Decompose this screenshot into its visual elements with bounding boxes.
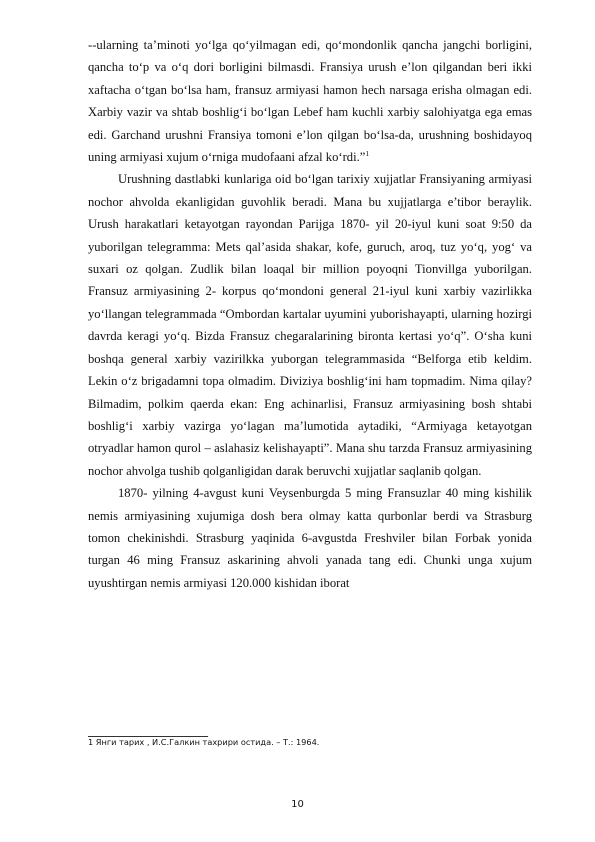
- paragraph-2: Urushning dastlabki kunlariga oid bo‘lgan tarixiy xujjatlar Fransiyaning armiyasi nochor ahvolda ekanligidan guvohlik beradi. Mana bu xujjatlarga e’tibor beraylik. Urush harakatlari ketayotgan rayondan Parijga 1870- yil 20-iyul kuni soat 9:50 da yuborilgan telegramma: Mets qal’asida shakar, kofe, guruch, aroq, tuz yo‘q, yog‘ va suxari oz qolgan. Zudlik bilan loaqal bir million poyoqni Tionvillga yuborilgan. Fransuz armiyasining 2- korpus qo‘mondoni general 21-iyul kuni xarbiy vazirlikka yo‘llangan telegrammada “Ombordan kartalar uyumini yuborishayapti, ularning hozirgi davrda keragi yo‘q. Bizda Fransuz chegaralarining bironta kertasi yo‘q”. O‘sha kuni boshqa general xarbiy vazirilkka yuborgan telegrammasida “Belforga etib keldim. Lekin o‘z brigadamni topa olmadim. Diviziya boshlig‘ini ham topmadim. Nima qilay? Bilmadim, polkim qaerda ekan: Eng achinarlisi, Fransuz armiyasining bosh shtabi boshlig‘i xarbiy vazirga yo‘lagan ma’lumotida aytadiki, “Armiyaga ketayotgan otryadlar hamon qurol – aslahasiz kelishayapti”. Mana shu tarzda Fransuz armiyasining nochor ahvolga tushib qolganligidan darak beruvchi xujjatlar saqlanib qolgan.: [88, 172, 532, 478]
- footnote-reference[interactable]: 1: [365, 148, 370, 158]
- paragraph-3: 1870- yilning 4-avgust kuni Veysenburgda 5 ming Fransuzlar 40 ming kishilik nemis armiyasining xujumiga dosh bera olmay katta qurbonlar berdi va Strasburg tomon chekinishdi. Strasburg yaqinida 6-avgustda Freshviler bilan Forbak yonida turgan 46 ming Fransuz askarining ahvoli yanada tang edi. Chunki unga xujum uyushtirgan nemis armiyasi 120.000 kishidan iborat: [88, 486, 532, 590]
- paragraph-1: [88, 34, 532, 168]
- paragraph-1-text: --ularning ta’minoti yo‘lga qo‘yilmagan edi, qo‘mondonlik qancha jangchi borligini, qancha to‘p va o‘q dori borligini bilmasdi. Fransiya urush e’lon qilgandan beri ikki xaftacha o‘tgan bo‘lsa ham, fransuz armiyasi hamon hech narsaga erisha olmagan edi. Xarbiy vazir va shtab boshlig‘i bo‘lgan Lebef ham kuchli xarbiy salohiyatga ega emas edi. Garchand urushni Fransiya tomoni e’lon qilgan bo‘lsa-da, urushning boshidayoq uning armiyasi xujum o‘rniga mudofaani afzal ko‘rdi.”: [88, 38, 532, 165]
- footnote-text: 1 Янги тарих , И.С.Галкин тахрири остида. – Т.: 1964.: [88, 737, 320, 747]
- document-body: [88, 34, 532, 594]
- page-number: 10: [291, 799, 304, 810]
